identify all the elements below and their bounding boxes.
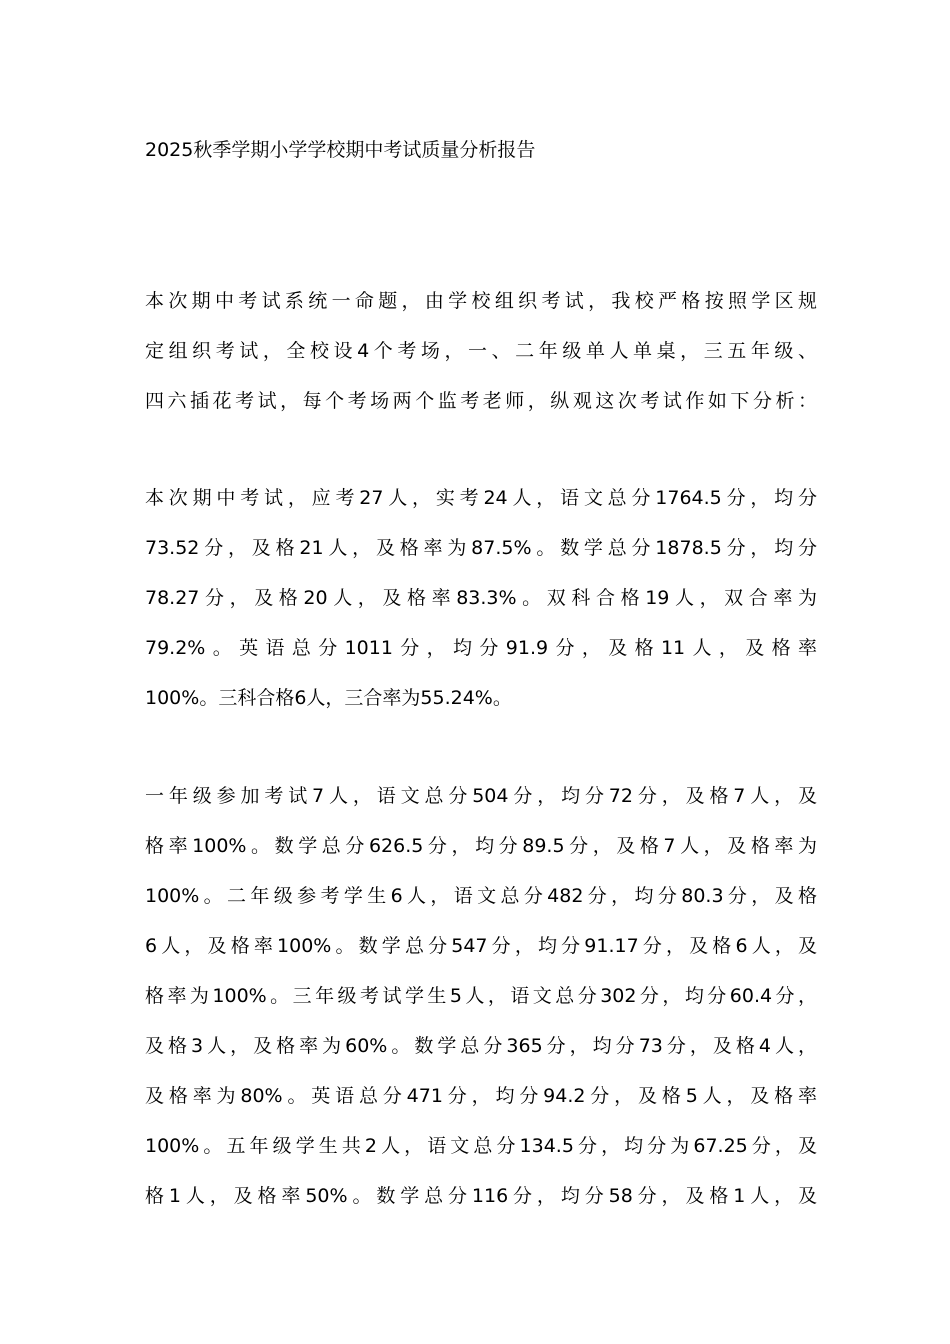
paragraph-line: 100%。五年级学生共2人，语文总分134.5分，均分为67.25分，及: [145, 1135, 817, 1157]
paragraph-line: 本次期中考试，应考27人，实考24人，语文总分1764.5分，均分: [145, 487, 817, 509]
paragraph-line: 73.52分，及格21人，及格率为87.5%。数学总分1878.5分，均分: [145, 537, 817, 559]
paragraph-line: 79.2%。英语总分1011分，均分91.9分，及格11人，及格率: [145, 637, 817, 659]
paragraph-school-summary: [145, 484, 817, 734]
paragraph-line: 格1人，及格率50%。数学总分116分，均分58分，及格1人，及: [145, 1185, 817, 1207]
document-title: 2025秋季学期小学学校期中考试质量分析报告: [145, 139, 536, 161]
paragraph-line: 四六插花考试，每个考场两个监考老师，纵观这次考试作如下分析：: [145, 390, 817, 412]
paragraph-line: 本次期中考试系统一命题，由学校组织考试，我校严格按照学区规: [145, 290, 817, 312]
paragraph-grade-details: [145, 782, 817, 1232]
paragraph-line: 100%。三科合格6人，三合率为55.24%。: [145, 687, 512, 709]
paragraph-line: 格率为100%。三年级考试学生5人，语文总分302分，均分60.4分，: [145, 985, 817, 1007]
paragraph-line: 100%。二年级参考学生6人，语文总分482分，均分80.3分，及格: [145, 885, 817, 907]
paragraph-line: 78.27分，及格20人，及格率83.3%。双科合格19人，双合率为: [145, 587, 817, 609]
paragraph-line: 及格3人，及格率为60%。数学总分365分，均分73分，及格4人，: [145, 1035, 817, 1057]
paragraph-line: 格率100%。数学总分626.5分，均分89.5分，及格7人，及格率为: [145, 835, 817, 857]
paragraph-intro: [145, 287, 817, 437]
paragraph-line: 定组织考试，全校设4个考场，一、二年级单人单桌，三五年级、: [145, 340, 817, 362]
paragraph-line: 6人，及格率100%。数学总分547分，均分91.17分，及格6人，及: [145, 935, 817, 957]
paragraph-line: 一年级参加考试7人，语文总分504分，均分72分，及格7人，及: [145, 785, 817, 807]
paragraph-line: 及格率为80%。英语总分471分，均分94.2分，及格5人，及格率: [145, 1085, 817, 1107]
